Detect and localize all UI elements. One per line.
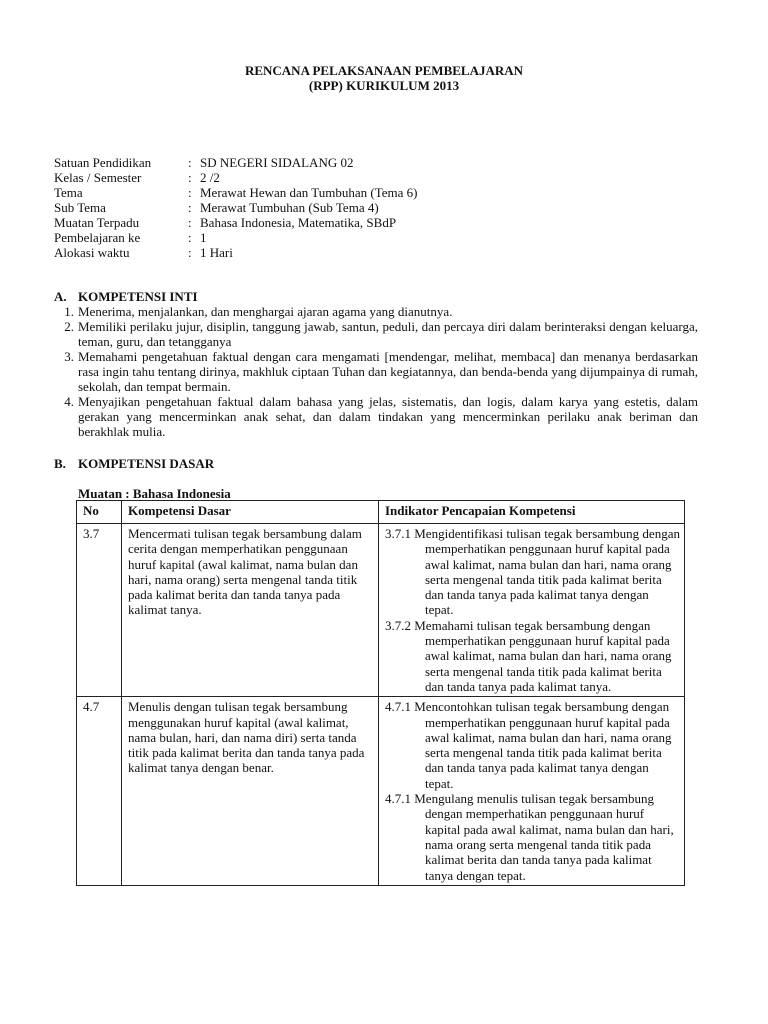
identity-row: Muatan Terpadu : Bahasa Indonesia, Matematika, SBdP	[54, 215, 397, 230]
column-header-kd: Kompetensi Dasar	[122, 501, 379, 524]
cell-kd: Menulis dengan tulisan tegak bersambung menggunakan huruf kapital (awal kalimat, nama bulan, hari, dan nama diri) serta tanda titik pada kalimat berita dan tanda tanya pada kalimat tanya dengan benar.	[122, 697, 379, 886]
kompetensi-inti-list	[54, 304, 698, 439]
table-row	[77, 697, 685, 886]
list-item: 4. Menyajikan pengetahuan faktual dalam bahasa yang jelas, sistematis, dan logis, dalam karya yang estetis, dalam gerakan yang mencerminkan anak sehat, dan dalam tindakan yang mencerminkan perilaku anak beriman dan berakhlak mulia.	[64, 394, 698, 439]
cell-kd: Mencermati tulisan tegak bersambung dalam cerita dengan memperhatikan penggunaan huruf kapital (awal kalimat, nama bulan dan hari, nama orang) serta mengenal tanda titik pada kalimat berita dan tanda tanya pada kalimat tanya.	[122, 524, 379, 697]
column-header-no: No	[77, 501, 122, 524]
identity-row: Tema : Merawat Hewan dan Tumbuhan (Tema 6)	[54, 185, 418, 200]
document-title: RENCANA PELAKSANAAN PEMBELAJARAN	[244, 63, 524, 78]
section-b-heading: B. KOMPETENSI DASAR	[54, 456, 215, 471]
list-item: 1. Menerima, menjalankan, dan menghargai ajaran agama yang dianutnya.	[64, 304, 453, 319]
list-item: 3. Memahami pengetahuan faktual dengan cara mengamati [mendengar, melihat, membaca] dan menanya berdasarkan rasa ingin tahu tentang dirinya, makhluk ciptaan Tuhan dan kegiatannya, dan benda-benda yang dijumpainya di rumah, sekolah, dan tempat bermain.	[64, 349, 698, 394]
identity-row: Sub Tema : Merawat Tumbuhan (Sub Tema 4)	[54, 200, 379, 215]
identity-row: Pembelajaran ke : 1	[54, 230, 207, 245]
cell-indicators	[379, 524, 685, 697]
indicator-item: 4.7.1 Mencontohkan tulisan tegak bersambung dengan memperhatikan penggunaan huruf kapital pada awal kalimat, nama bulan dan hari, nama orang serta mengenal tanda titik pada kalimat berita dan tanda tanya pada kalimat tanya dengan tepat.	[385, 699, 672, 791]
kompetensi-dasar-table	[76, 500, 685, 886]
table-row	[77, 524, 685, 697]
cell-no: 4.7	[77, 697, 122, 886]
table-header-row	[77, 501, 685, 524]
indicator-item: 4.7.1 Mengulang menulis tulisan tegak bersambung dengan memperhatikan penggunaan huruf kapital pada awal kalimat, nama bulan dan hari, nama orang serta mengenal tanda titik pada kalimat berita dan tanda tanya pada kalimat tanya dengan tepat.	[385, 791, 674, 883]
section-a-heading: A. KOMPETENSI INTI	[54, 289, 198, 304]
identity-row: Alokasi waktu : 1 Hari	[54, 245, 233, 260]
cell-indicators	[379, 697, 685, 886]
indicator-item: 3.7.1 Mengidentifikasi tulisan tegak bersambung dengan memperhatikan penggunaan huruf kapital pada awal kalimat, nama bulan dan hari, nama orang serta mengenal tanda titik pada kalimat berita dan tanda tanya pada kalimat tanya dengan tepat.	[385, 526, 680, 618]
muatan-label: Muatan : Bahasa Indonesia	[78, 486, 231, 501]
document-subtitle: (RPP) KURIKULUM 2013	[308, 78, 460, 93]
identity-block	[54, 155, 674, 260]
identity-row: Kelas / Semester : 2 /2	[54, 170, 220, 185]
list-item: 2. Memiliki perilaku jujur, disiplin, tanggung jawab, santun, peduli, dan percaya diri dalam berinteraksi dengan keluarga, teman, guru, dan tetangganya	[64, 319, 698, 349]
cell-no: 3.7	[77, 524, 122, 697]
column-header-indicator: Indikator Pencapaian Kompetensi	[379, 501, 685, 524]
indicator-item: 3.7.2 Memahami tulisan tegak bersambung dengan memperhatikan penggunaan huruf kapital pada awal kalimat, nama bulan dan hari, nama orang serta mengenal tanda titik pada kalimat berita dan tanda tanya pada kalimat tanya.	[385, 617, 672, 694]
identity-row: Satuan Pendidikan : SD NEGERI SIDALANG 02	[54, 155, 354, 170]
